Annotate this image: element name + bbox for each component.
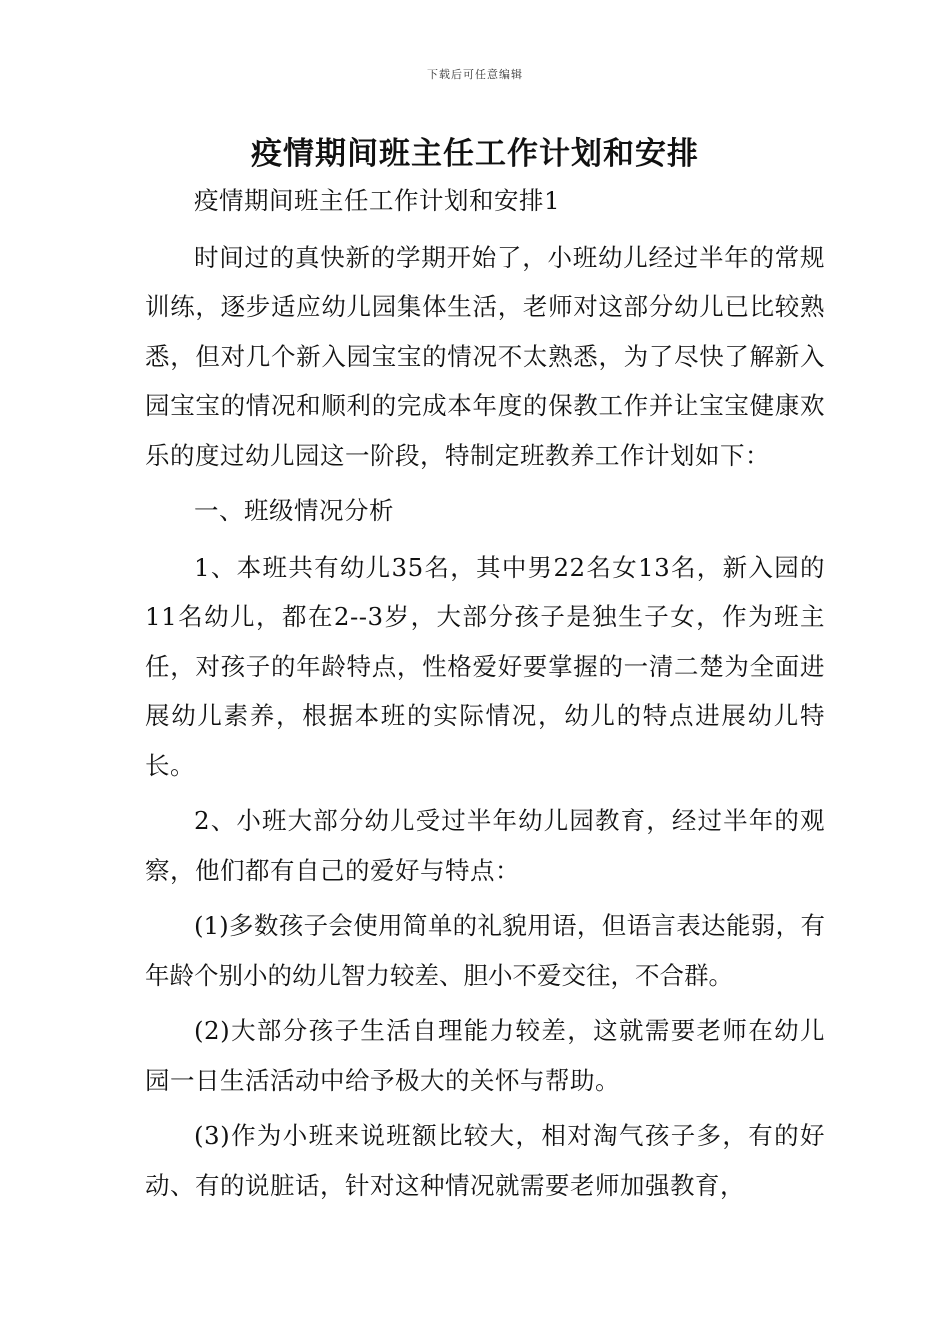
page-header-note: 下载后可任意编辑: [427, 68, 523, 81]
list-paragraph: (1)多数孩子会使用简单的礼貌用语，但语言表达能弱，有年龄个别小的幼儿智力较差、胆小不爱交往，不合群。: [145, 911, 825, 990]
intro-paragraph: 时间过的真快新的学期开始了，小班幼儿经过半年的常规训练，逐步适应幼儿园集体生活，老师对这部分幼儿已比较熟悉，但对几个新入园宝宝的情况不太熟悉，为了尽快了解新入园宝宝的情况和顺利的完成本年度的保教工作并让宝宝健康欢乐的度过幼儿园这一阶段，特制定班教养工作计划如下：: [145, 242, 825, 470]
list-paragraph: (3)作为小班来说班额比较大，相对淘气孩子多，有的好动、有的说脏话，针对这种情况就需要老师加强教育，: [145, 1121, 825, 1200]
list-paragraph: (2)大部分孩子生活自理能力较差，这就需要老师在幼儿园一日生活活动中给予极大的关怀与帮助。: [145, 1016, 825, 1095]
document-body: [145, 176, 825, 1216]
section-heading: 一、班级情况分析: [194, 496, 394, 525]
section-heading: 疫情期间班主任工作计划和安排1: [194, 186, 561, 215]
document-title: 疫情期间班主任工作计划和安排: [251, 136, 699, 172]
body-paragraph: 1、本班共有幼儿35名，其中男22名女13名，新入园的11名幼儿，都在2--3岁，大部分孩子是独生子女，作为班主任，对孩子的年龄特点，性格爱好要掌握的一清二楚为全面进展幼儿素养，根据本班的实际情况，幼儿的特点进展幼儿特长。: [145, 552, 825, 780]
body-paragraph: 2、小班大部分幼儿受过半年幼儿园教育，经过半年的观察，他们都有自己的爱好与特点：: [145, 806, 825, 885]
